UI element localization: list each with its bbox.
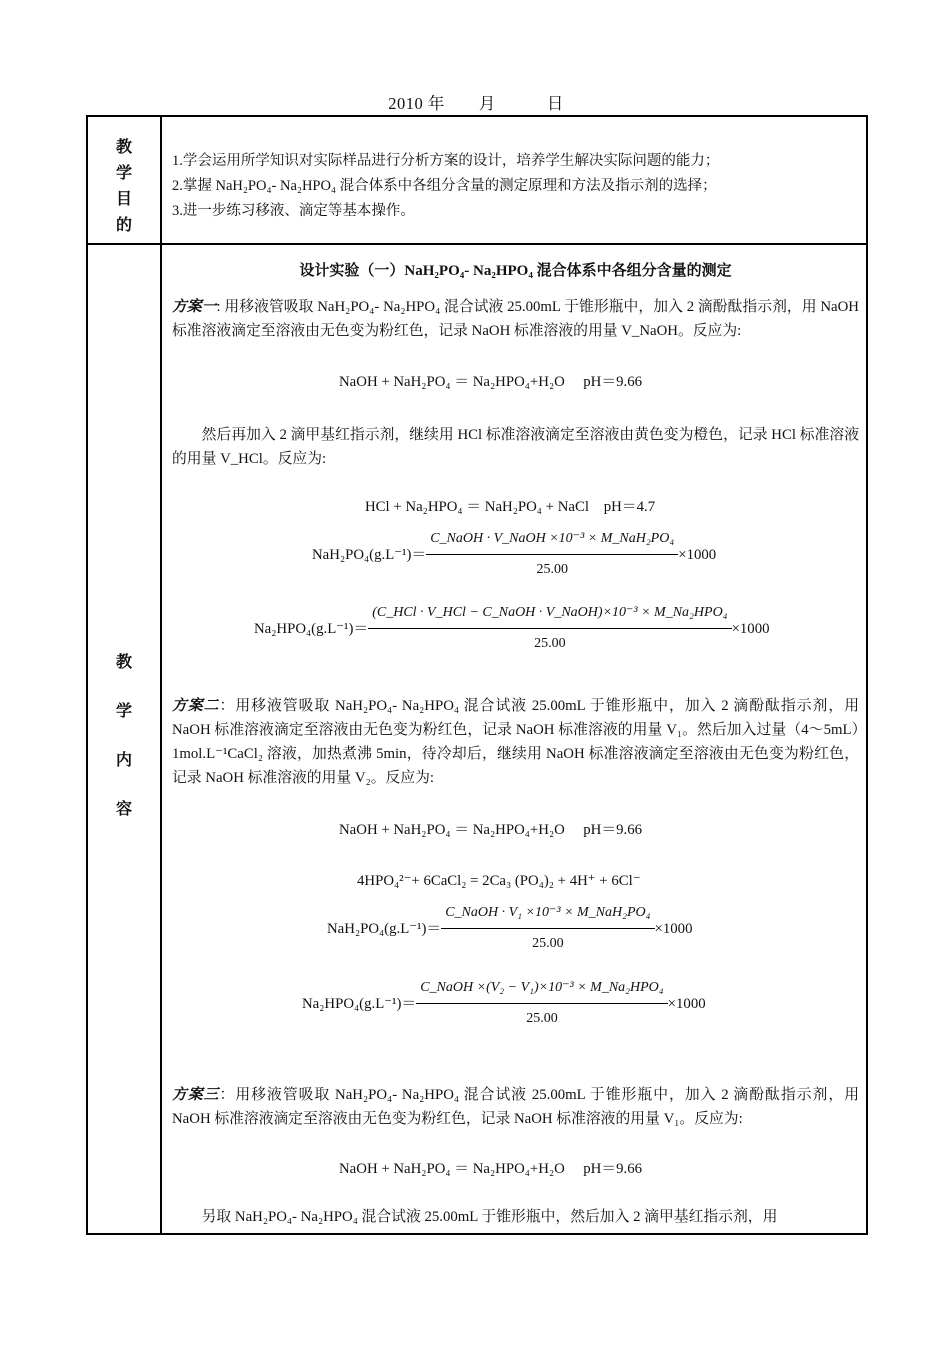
goal-item: 2.掌握 NaH₂PO₄- Na₂HPO₄ 混合体系中各组分含量的测定原理和方法及指示剂的选择； [172,178,717,194]
plan3-paragraph-2: 另取 NaH₂PO₄- Na₂HPO₄ 混合试液 25.00mL 于锥形瓶中，然后加入 2 滴甲基红指示剂，用 [201,1209,778,1225]
goal-item: 3.进一步练习移液、滴定等基本操作。 [172,203,415,219]
fraction [426,527,678,582]
plan2-paragraph [172,694,859,790]
content-label-char: 学 [115,703,132,720]
plan2-text: ：用移液管吸取 NaH₂PO₄- Na₂HPO₄ 混合试液 25.00mL 于锥形瓶中，加入 2 滴酚酞指示剂，用 NaOH 标准溶液滴定至溶液由无色变为粉红色，记录 NaOH 标准溶液的用量 V₁。然后加入过量（4～5mL）1mol.L⁻¹CaCl₂ 溶液，加热煮沸 5min，待冷却后，继续用 NaOH 标准溶液滴定至溶液由无色变为粉红色，记录 NaOH 标准溶液的用量 V₂。反应为: [172,698,859,786]
formula-left: Na₂HPO₄(g.L⁻¹)＝ [254,620,369,637]
plan1-paragraph-2: 然后再加入 2 滴甲基红指示剂，继续用 HCl 标准溶液滴定至溶液由黄色变为橙色，记录 HCl 标准溶液的用量 V_HCl。反应为: [172,427,859,467]
content-label [87,244,161,1234]
goals-label-char: 目 [115,191,132,208]
plan2-formula-1 [327,901,692,956]
fraction-numerator: C_NaOH ×(V₂ − V₁)×10⁻³ × M_Na₂HPO₄ [416,976,667,1004]
content-row [87,244,867,1234]
formula-multiplier: ×1000 [678,546,717,563]
formula-multiplier: ×1000 [667,995,706,1012]
formula-left: NaH₂PO₄(g.L⁻¹)＝ [312,546,427,563]
fraction [416,976,667,1031]
goals-cell [161,116,867,244]
fraction-numerator: (C_HCl · V_HCl − C_NaOH · V_NaOH)×10⁻³ × M_Na₂HPO₄ [368,601,731,629]
fraction [441,901,654,956]
plan2-formula-2 [302,976,706,1031]
plan3-text: ：用移液管吸取 NaH₂PO₄- Na₂HPO₄ 混合试液 25.00mL 于锥形瓶中，加入 2 滴酚酞指示剂，用 NaOH 标准溶液滴定至溶液由无色变为粉红色，记录 NaOH 标准溶液的用量 V₁。反应为: [172,1087,859,1127]
content-body [162,245,866,1233]
fraction-denominator: 25.00 [536,562,568,577]
plan1-formula-1 [312,527,716,582]
fraction [368,601,731,656]
goals-label-char: 学 [115,165,132,182]
date-line: 2010 年 月 日 [388,94,564,113]
fraction-numerator: C_NaOH · V_NaOH ×10⁻³ × M_NaH₂PO₄ [426,527,678,555]
plan1-equation-1: NaOH + NaH₂PO₄ ＝ Na₂HPO₄+H₂O pH＝9.66 [339,374,643,390]
plan2-tag: 方案二 [172,697,220,714]
goals-label-char: 的 [115,217,132,234]
plan1-text: : 用移液管吸取 NaH₂PO₄- Na₂HPO₄ 混合试液 25.00mL 于锥形瓶中，加入 2 滴酚酞指示剂，用 NaOH 标准溶液滴定至溶液由无色变为粉红色，记录 NaOH 标准溶液的用量 V_NaOH。反应为: [172,299,859,339]
plan3-paragraph [172,1083,859,1131]
plan3-tag: 方案三 [172,1086,220,1103]
content-label-char: 内 [115,752,132,769]
plan1-tag: 方案一 [172,298,217,315]
goals-list [162,117,866,243]
goals-label-char: 教 [115,139,132,156]
content-label-char: 教 [115,654,132,671]
goals-row [87,116,867,244]
experiment-title: 设计实验（一）NaH₂PO₄- Na₂HPO₄ 混合体系中各组分含量的测定 [299,263,732,279]
plan1-equation-2: HCl + Na₂HPO₄ ＝ NaH₂PO₄ + NaCl pH＝4.7 [365,499,656,515]
plan2-equation-2: 4HPO₄²⁻+ 6CaCl₂ = 2Ca₃ (PO₄)₂ + 4H⁺ + 6Cl⁻ [357,873,641,889]
formula-left: Na₂HPO₄(g.L⁻¹)＝ [302,995,417,1012]
lesson-table [86,115,868,1235]
content-cell [161,244,867,1234]
goals-label [87,116,161,244]
goal-item: 1.学会运用所学知识对实际样品进行分析方案的设计，培养学生解决实际问题的能力； [172,153,720,169]
plan1-formula-2 [254,601,770,656]
fraction-numerator: C_NaOH · V₁ ×10⁻³ × M_NaH₂PO₄ [441,901,654,929]
formula-left: NaH₂PO₄(g.L⁻¹)＝ [327,920,442,937]
plan1-paragraph [172,295,859,343]
content-label-char: 容 [115,801,132,818]
formula-multiplier: ×1000 [654,920,693,937]
fraction-denominator: 25.00 [534,636,566,651]
fraction-denominator: 25.00 [526,1011,558,1026]
plan2-equation-1: NaOH + NaH₂PO₄ ＝ Na₂HPO₄+H₂O pH＝9.66 [339,822,643,838]
fraction-denominator: 25.00 [532,936,564,951]
formula-multiplier: ×1000 [731,620,770,637]
plan3-equation-1: NaOH + NaH₂PO₄ ＝ Na₂HPO₄+H₂O pH＝9.66 [339,1161,643,1177]
